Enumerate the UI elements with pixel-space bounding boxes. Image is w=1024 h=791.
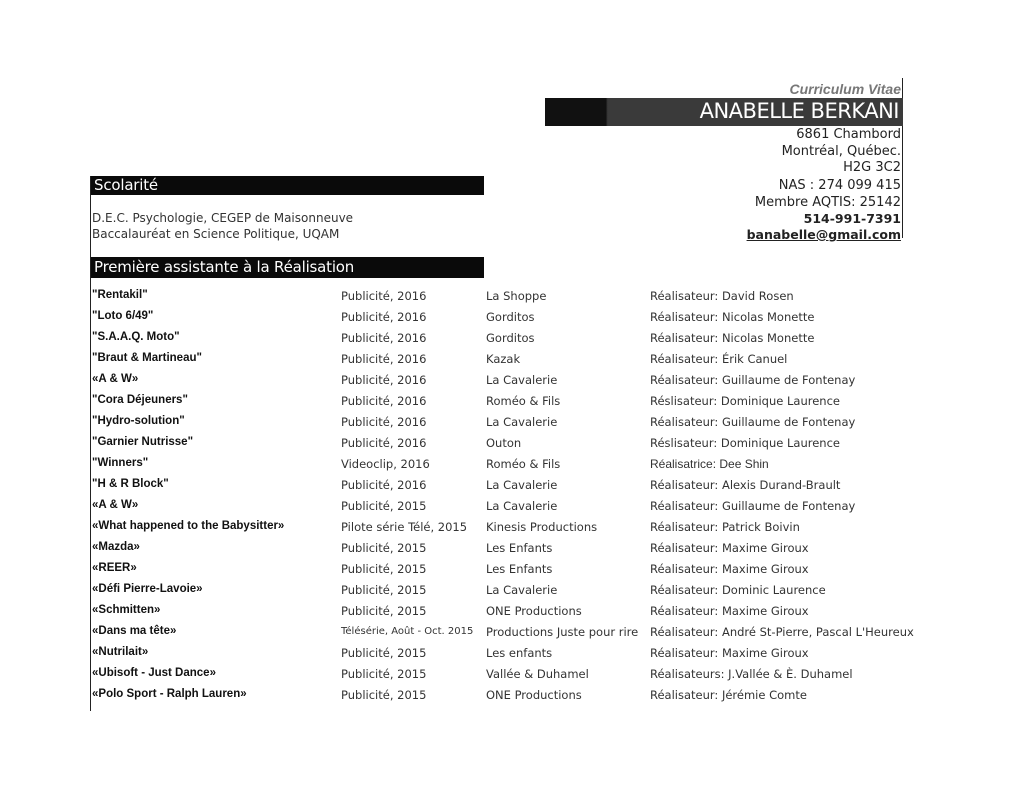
project-name: "H & R Block" <box>92 478 169 490</box>
table-row <box>92 371 912 392</box>
project-name: «A & W» <box>92 373 139 385</box>
production-company: Les enfants <box>486 646 553 660</box>
project-type: Publicité, 2015 <box>341 667 427 681</box>
production-company: La Cavalerie <box>486 499 558 513</box>
director: Réalisateur: Nicolas Monette <box>650 331 815 345</box>
education-title: Scolarité <box>94 176 158 194</box>
name-bar <box>545 98 903 126</box>
director: Réalisateur: Guillaume de Fontenay <box>650 499 856 513</box>
table-row <box>92 644 912 665</box>
table-row <box>92 665 912 686</box>
project-name: "Rentakil" <box>92 289 148 301</box>
project-name: «Ubisoft - Just Dance» <box>92 667 216 679</box>
project-name: «A & W» <box>92 499 139 511</box>
email-link[interactable]: banabelle@gmail.com <box>746 227 901 242</box>
director: Réalisateur: Dominic Laurence <box>650 583 826 597</box>
director: Réalisateur: Patrick Boivin <box>650 520 800 534</box>
project-type: Publicité, 2015 <box>341 688 427 702</box>
director: Réalisateurs: J.Vallée & È. Duhamel <box>650 667 853 681</box>
education-item: Baccalauréat en Science Politique, UQAM <box>92 227 340 241</box>
production-company: ONE Productions <box>486 688 582 702</box>
project-name: «Défi Pierre-Lavoie» <box>92 583 203 595</box>
project-type: Publicité, 2015 <box>341 604 427 618</box>
experience-title: Première assistante à la Réalisation <box>94 258 355 276</box>
project-name: "Cora Déjeuners" <box>92 394 188 406</box>
project-name: "Braut & Martineau" <box>92 352 202 364</box>
project-name: "Winners" <box>92 457 149 469</box>
production-company: Gorditos <box>486 310 535 324</box>
project-name: «Nutrilait» <box>92 646 149 658</box>
production-company: Kazak <box>486 352 521 366</box>
address-line-3: H2G 3C2 <box>843 160 901 175</box>
table-row <box>92 518 912 539</box>
project-type: Publicité, 2015 <box>341 583 427 597</box>
project-type: Publicité, 2016 <box>341 394 427 408</box>
director: Réalisateur: David Rosen <box>650 289 794 303</box>
experience-section-header <box>91 257 484 278</box>
project-type: Publicité, 2016 <box>341 478 427 492</box>
project-type: Publicité, 2015 <box>341 541 427 555</box>
project-name: «Polo Sport - Ralph Lauren» <box>92 688 247 700</box>
project-name: "Hydro-solution" <box>92 415 185 427</box>
table-row <box>92 308 912 329</box>
director: Réalisateur: Maxime Giroux <box>650 541 809 555</box>
table-row <box>92 434 912 455</box>
production-company: Kinesis Productions <box>486 520 598 534</box>
director: Réalisateur: Nicolas Monette <box>650 310 815 324</box>
project-type: Télésérie, Août - Oct. 2015 <box>341 626 474 637</box>
director: Réalisateur: Maxime Giroux <box>650 562 809 576</box>
table-row <box>92 287 912 308</box>
production-company: Roméo & Fils <box>486 394 561 408</box>
project-type: Publicité, 2015 <box>341 499 427 513</box>
director: Réalisateur: Guillaume de Fontenay <box>650 373 856 387</box>
phone-number: 514-991-7391 <box>803 211 901 226</box>
project-name: "S.A.A.Q. Moto" <box>92 331 180 343</box>
director: Réalisatrice: Dee Shin <box>650 457 769 471</box>
production-company: La Cavalerie <box>486 415 558 429</box>
director: Réalisateur: Érik Canuel <box>650 352 788 366</box>
table-row <box>92 455 912 476</box>
production-company: La Shoppe <box>486 289 547 303</box>
director: Réalisateur: Maxime Giroux <box>650 646 809 660</box>
table-row <box>92 539 912 560</box>
project-type: Publicité, 2015 <box>341 646 427 660</box>
production-company: ONE Productions <box>486 604 582 618</box>
address-line-1: 6861 Chambord <box>796 127 901 142</box>
production-company: Vallée & Duhamel <box>486 667 589 681</box>
education-item: D.E.C. Psychologie, CEGEP de Maisonneuve <box>92 211 354 225</box>
project-type: Publicité, 2016 <box>341 331 427 345</box>
director: Réalisateur: André St-Pierre, Pascal L'Heureux <box>650 625 914 639</box>
production-company: La Cavalerie <box>486 373 558 387</box>
table-row <box>92 392 912 413</box>
project-name: «What happened to the Babysitter» <box>92 520 285 532</box>
table-row <box>92 686 912 707</box>
project-name: "Loto 6/49" <box>92 310 154 322</box>
production-company: Outon <box>486 436 522 450</box>
table-row <box>92 413 912 434</box>
production-company: Les Enfants <box>486 562 553 576</box>
project-type: Pilote série Télé, 2015 <box>341 520 468 534</box>
table-row <box>92 476 912 497</box>
table-row <box>92 602 912 623</box>
director: Réalisateur: Alexis Durand-Brault <box>650 478 841 492</box>
production-company: Gorditos <box>486 331 535 345</box>
table-row <box>92 623 912 644</box>
project-type: Publicité, 2016 <box>341 310 427 324</box>
director: Réalisateur: Guillaume de Fontenay <box>650 415 856 429</box>
project-name: «REER» <box>92 562 137 574</box>
project-type: Publicité, 2016 <box>341 436 427 450</box>
director: Réslisateur: Dominique Laurence <box>650 394 840 408</box>
project-type: Publicité, 2015 <box>341 562 427 576</box>
table-row <box>92 560 912 581</box>
production-company: Productions Juste pour rire <box>486 625 639 639</box>
project-type: Publicité, 2016 <box>341 352 427 366</box>
project-name: «Dans ma tête» <box>92 625 177 637</box>
director: Réalisateur: Maxime Giroux <box>650 604 809 618</box>
table-row <box>92 350 912 371</box>
director: Réalisateur: Jérémie Comte <box>650 688 807 702</box>
project-type: Videoclip, 2016 <box>341 457 430 471</box>
project-type: Publicité, 2016 <box>341 415 427 429</box>
address-line-2: Montréal, Québec. <box>781 144 901 159</box>
aqtis-membership: Membre AQTIS: 25142 <box>754 195 901 210</box>
project-name: «Mazda» <box>92 541 140 553</box>
table-row <box>92 497 912 518</box>
project-name: "Garnier Nutrisse" <box>92 436 194 448</box>
director: Réslisateur: Dominique Laurence <box>650 436 840 450</box>
table-row <box>92 329 912 350</box>
education-section-header <box>91 176 484 195</box>
production-company: La Cavalerie <box>486 583 558 597</box>
table-row <box>92 581 912 602</box>
production-company: La Cavalerie <box>486 478 558 492</box>
production-company: Roméo & Fils <box>486 457 561 471</box>
nas-number: NAS : 274 099 415 <box>778 178 901 193</box>
project-type: Publicité, 2016 <box>341 373 427 387</box>
project-name: «Schmitten» <box>92 604 161 616</box>
cv-label: Curriculum Vitae <box>789 81 901 97</box>
production-company: Les Enfants <box>486 541 553 555</box>
project-type: Publicité, 2016 <box>341 289 427 303</box>
candidate-name: ANABELLE BERKANI <box>699 99 899 123</box>
